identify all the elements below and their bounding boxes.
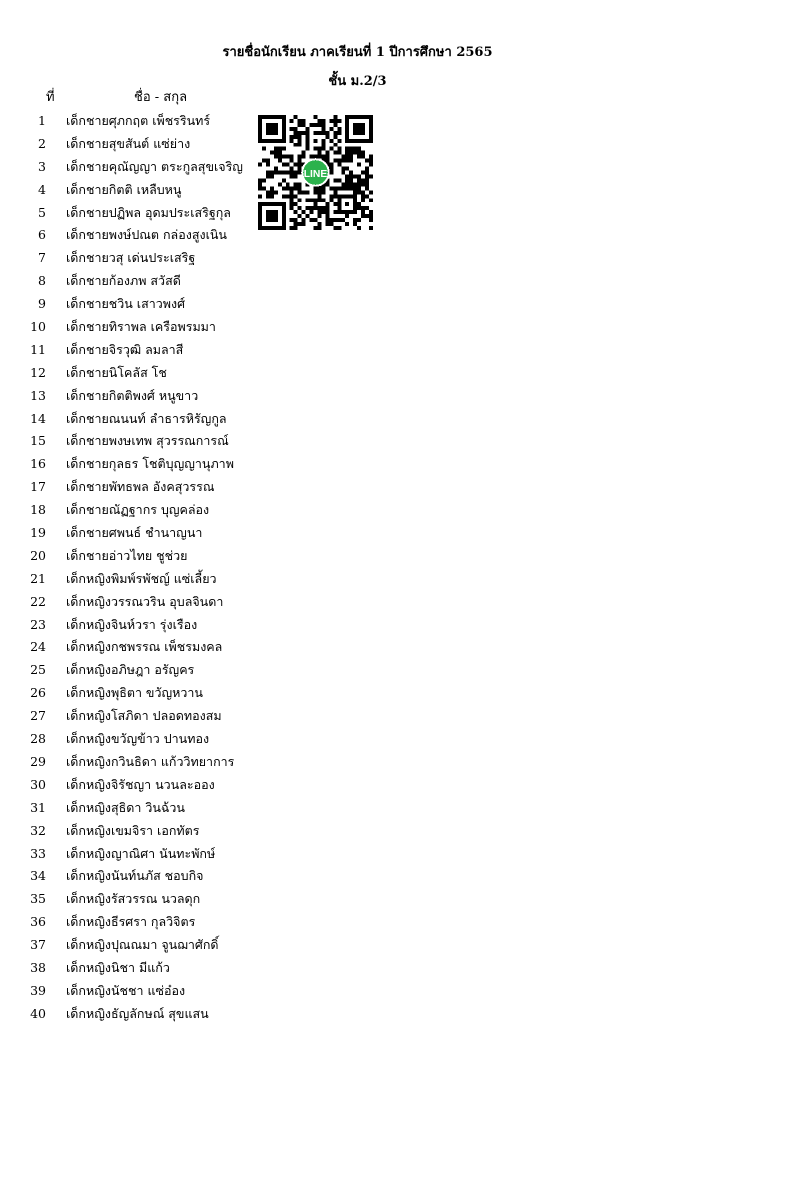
student-name: เด็กหญิงขวัญข้าว ปานทอง — [66, 731, 210, 747]
student-number: 25 — [30, 662, 46, 678]
student-number: 6 — [38, 227, 46, 243]
student-row — [0, 247, 260, 270]
student-row — [0, 1003, 260, 1026]
student-name: เด็กชายก้องภพ สวัสดี — [66, 273, 181, 289]
student-row — [0, 636, 260, 659]
student-row — [0, 797, 260, 820]
student-number: 40 — [30, 1005, 46, 1021]
student-name: เด็กหญิงนันท์นภัส ชอบกิจ — [66, 868, 204, 884]
student-number: 32 — [30, 822, 46, 838]
student-name: เด็กชายพัทธพล อังคสุวรรณ — [66, 479, 215, 495]
student-name: เด็กชายสุขสันต์ แซ่ย่าง — [66, 135, 191, 151]
student-name: เด็กชายจิรวุฒิ ลมลาสี — [66, 341, 184, 357]
student-number: 2 — [38, 135, 46, 151]
student-name: เด็กหญิงโสภิดา ปลอดทองสม — [66, 708, 222, 724]
student-row — [0, 133, 260, 156]
student-row — [0, 751, 260, 774]
page-title: รายชื่อนักเรียน ภาคเรียนที่ 1 ปีการศึกษา 2565 — [222, 45, 493, 60]
line-logo-icon — [301, 158, 330, 187]
student-number: 28 — [30, 731, 46, 747]
student-number: 19 — [30, 525, 46, 541]
student-name: เด็กชายกุลธร โชติบุญญานุภาพ — [66, 456, 234, 472]
student-row — [0, 408, 260, 431]
student-number: 20 — [30, 547, 46, 563]
line-logo-text: LINE — [303, 168, 328, 180]
student-row — [0, 385, 260, 408]
student-number: 29 — [30, 753, 46, 769]
student-row — [0, 179, 260, 202]
student-name: เด็กหญิงรัสวรรณ นวลดุก — [66, 891, 201, 907]
student-name: เด็กหญิงเขมจิรา เอกทัตร — [66, 822, 200, 838]
student-number: 10 — [30, 319, 46, 335]
student-name: เด็กหญิงจิรัชญา นวนละออง — [66, 776, 215, 792]
student-row — [0, 293, 260, 316]
student-number: 34 — [30, 868, 46, 884]
student-row — [0, 682, 260, 705]
student-row — [0, 980, 260, 1003]
student-name: เด็กหญิงพุธิตา ขวัญหวาน — [66, 685, 203, 701]
student-row — [0, 957, 260, 980]
student-name: เด็กหญิงปุณณมา จูนฌาศักดิ์ — [66, 937, 219, 953]
student-row — [0, 659, 260, 682]
qr-code-image — [258, 115, 373, 230]
student-row — [0, 934, 260, 957]
student-name: เด็กชายพงษ์ปณต กล่องสูงเนิน — [66, 227, 227, 243]
student-row — [0, 820, 260, 843]
class-label: ชั้น ม.2/3 — [328, 74, 387, 89]
student-number: 35 — [30, 891, 46, 907]
student-row — [0, 568, 260, 591]
student-name: เด็กชายวสุ เด่นประเสริฐ — [66, 250, 196, 266]
student-number: 7 — [38, 250, 46, 266]
student-row — [0, 430, 260, 453]
student-row — [0, 202, 260, 225]
student-name: เด็กชายณนนท์ ลำธารหิรัญกูล — [66, 410, 227, 426]
student-name: เด็กหญิงจินห์วรา รุ่งเรือง — [66, 616, 198, 632]
student-name: เด็กหญิงญาณิศา นันทะพักษ์ — [66, 845, 216, 861]
student-row — [0, 156, 260, 179]
student-row — [0, 453, 260, 476]
student-name: เด็กหญิงอภิษฎา อรัญคร — [66, 662, 195, 678]
student-row — [0, 888, 260, 911]
student-row — [0, 614, 260, 637]
student-row — [0, 843, 260, 866]
student-number: 39 — [30, 982, 46, 998]
student-row — [0, 591, 260, 614]
student-row — [0, 865, 260, 888]
student-row — [0, 774, 260, 797]
student-number: 31 — [30, 799, 46, 815]
student-number: 3 — [38, 158, 46, 174]
student-name: เด็กหญิงสุธิดา วินฉ้วน — [66, 799, 185, 815]
student-name: เด็กชายปฏิพล อุดมประเสริฐกุล — [66, 204, 231, 220]
student-name: เด็กชายณัฏฐากร บุญคล่อง — [66, 502, 210, 518]
student-number: 24 — [30, 639, 46, 655]
line-qr-code[interactable] — [258, 115, 373, 230]
student-number: 22 — [30, 593, 46, 609]
column-header-no: ที่ — [46, 90, 55, 105]
student-number: 4 — [38, 181, 46, 197]
student-row — [0, 911, 260, 934]
student-row — [0, 476, 260, 499]
student-name: เด็กชายศพนธ์ ชำนาญนา — [66, 525, 203, 541]
student-name: เด็กหญิงนัชชา แซ่อ๋อง — [66, 982, 186, 998]
student-row — [0, 316, 260, 339]
student-number: 21 — [30, 570, 46, 586]
student-name: เด็กชายชวิน เสาวพงศ์ — [66, 296, 186, 312]
student-name: เด็กชายกิตติ เหลืบหนู — [66, 181, 182, 197]
student-number: 26 — [30, 685, 46, 701]
student-number: 27 — [30, 708, 46, 724]
student-name: เด็กชายอ่าวไทย ชูช่วย — [66, 547, 188, 563]
student-row — [0, 110, 260, 133]
student-row — [0, 224, 260, 247]
student-number: 33 — [30, 845, 46, 861]
student-number: 8 — [38, 273, 46, 289]
student-name: เด็กชายทิราพล เครือพรมมา — [66, 319, 216, 335]
student-name: เด็กหญิงกวินธิดา แก้ววิทยาการ — [66, 753, 235, 769]
student-list — [0, 110, 260, 1026]
student-number: 38 — [30, 959, 46, 975]
student-row — [0, 545, 260, 568]
student-name: เด็กหญิงพิมพ์รพัชญ์ แซ่เลี้ยว — [66, 570, 217, 586]
student-number: 36 — [30, 914, 46, 930]
student-name: เด็กหญิงวรรณวริน อุบลจินดา — [66, 593, 224, 609]
student-number: 14 — [30, 410, 46, 426]
student-number: 17 — [30, 479, 46, 495]
student-number: 11 — [30, 341, 46, 357]
column-header-name: ชื่อ - สกุล — [134, 90, 188, 105]
student-number: 5 — [38, 204, 46, 220]
student-name: เด็กชายศุภกฤต เพ็ชรรินทร์ — [66, 113, 211, 128]
student-row — [0, 270, 260, 293]
student-name: เด็กชายคุณัญญา ตระกูลสุขเจริญ — [66, 158, 243, 174]
student-name: เด็กหญิงธัญลักษณ์ สุขแสน — [66, 1005, 209, 1021]
student-name: เด็กชายนิโคลัส โช — [66, 364, 167, 380]
student-number: 15 — [30, 433, 46, 449]
student-name: เด็กชายกิตติพงศ์ หนูขาว — [66, 387, 199, 403]
student-row — [0, 522, 260, 545]
student-number: 12 — [30, 364, 46, 380]
student-name: เด็กหญิงกชพรรณ เพ็ชรมงคล — [66, 639, 223, 655]
student-number: 37 — [30, 937, 46, 953]
student-number: 23 — [30, 616, 46, 632]
student-row — [0, 499, 260, 522]
student-name: เด็กหญิงธีรศรา กุลวิจิตร — [66, 914, 196, 930]
student-name: เด็กชายพงษเทพ สุวรรณการณ์ — [66, 433, 229, 449]
student-number: 30 — [30, 776, 46, 792]
student-row — [0, 705, 260, 728]
student-number: 18 — [30, 502, 46, 518]
student-row — [0, 362, 260, 385]
student-row — [0, 339, 260, 362]
student-number: 1 — [38, 113, 46, 128]
student-number: 16 — [30, 456, 46, 472]
student-name: เด็กหญิงนิชา มีแก้ว — [66, 959, 170, 975]
student-number: 9 — [38, 296, 46, 312]
student-row — [0, 728, 260, 751]
student-number: 13 — [30, 387, 46, 403]
